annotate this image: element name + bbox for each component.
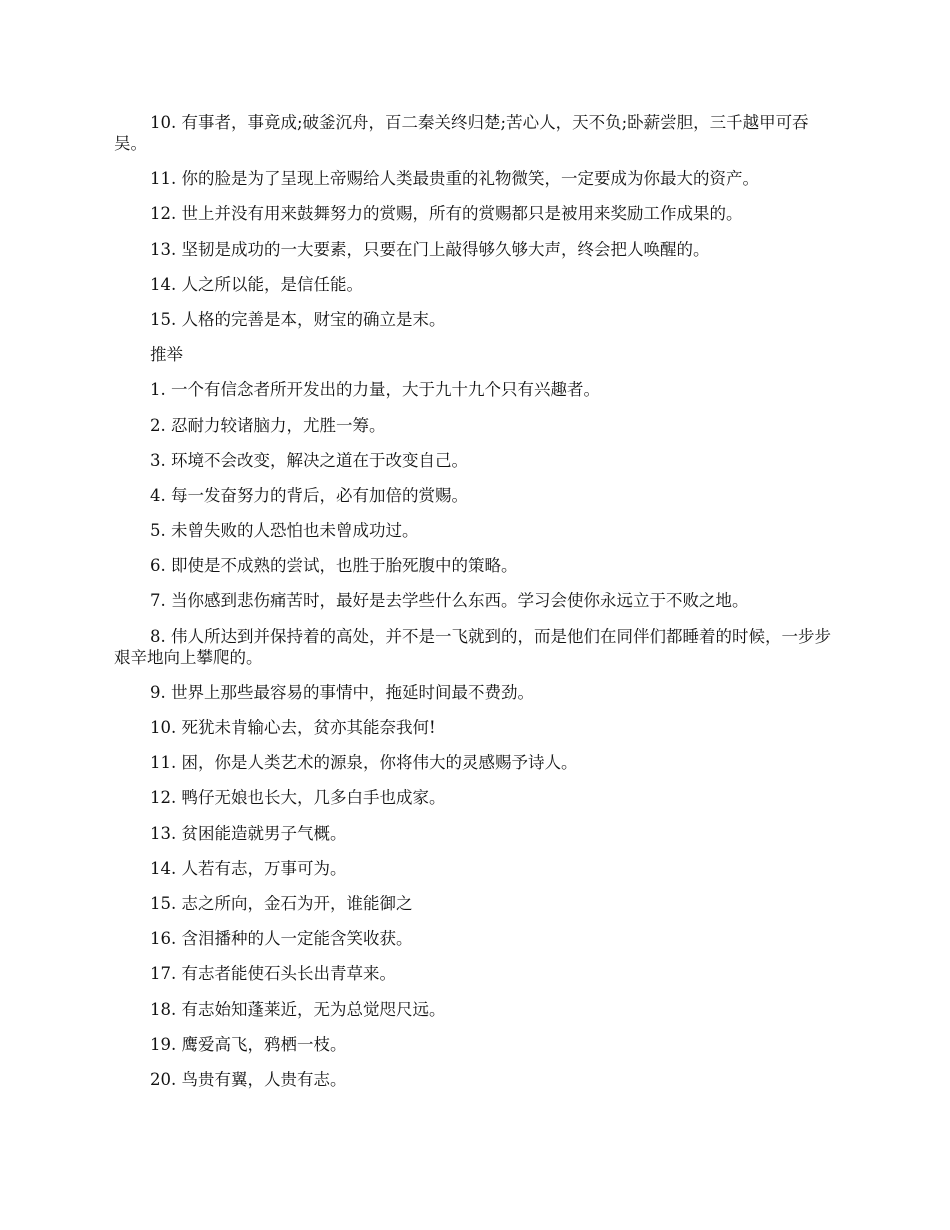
quote-paragraph: 12. 世上并没有用来鼓舞努力的赏赐，所有的赏赐都只是被用来奖励工作成果的。 (150, 204, 743, 224)
quote-paragraph: 13. 贫困能造就男子气概。 (150, 823, 347, 843)
section-heading: 推举 (150, 345, 183, 365)
quote-paragraph: 10. 有事者，事竟成;破釜沉舟，百二秦关终归楚;苦心人，天不负;卧薪尝胆，三千越甲可吞吴。 (114, 113, 809, 153)
quote-paragraph: 17. 有志者能使石头长出青草来。 (150, 964, 396, 984)
quote-paragraph: 16. 含泪播种的人一定能含笑收获。 (150, 929, 413, 949)
quote-paragraph: 1. 一个有信念者所开发出的力量，大于九十九个只有兴趣者。 (150, 380, 600, 400)
quote-paragraph: 18. 有志始知蓬莱近，无为总觉咫尺远。 (150, 999, 446, 1019)
quote-paragraph: 19. 鹰爱高飞，鸦栖一枝。 (150, 1034, 347, 1054)
quote-paragraph: 7. 当你感到悲伤痛苦时，最好是去学些什么东西。学习会使你永远立于不败之地。 (150, 591, 749, 611)
quote-paragraph: 12. 鸭仔无娘也长大，几多白手也成家。 (150, 788, 446, 808)
quote-paragraph: 10. 死犹未肯输心去，贫亦其能奈我何! (150, 718, 436, 737)
quote-paragraph: 6. 即使是不成熟的尝试，也胜于胎死腹中的策略。 (150, 556, 518, 576)
quote-paragraph: 14. 人之所以能，是信任能。 (150, 274, 363, 294)
quote-paragraph: 2. 忍耐力较诸脑力，尤胜一筹。 (150, 415, 386, 435)
quote-paragraph: 9. 世界上那些最容易的事情中，拖延时间最不费劲。 (150, 682, 534, 702)
quote-paragraph: 15. 人格的完善是本，财宝的确立是末。 (150, 309, 446, 329)
document-body (114, 112, 834, 1104)
quote-paragraph: 8. 伟人所达到并保持着的高处，并不是一飞就到的，而是他们在同伴们都睡着的时候，一步步艰辛地向上攀爬的。 (114, 626, 831, 667)
quote-paragraph: 11. 困，你是人类艺术的源泉，你将伟大的灵感赐予诗人。 (150, 753, 578, 773)
quote-paragraph: 15. 志之所向，金石为开，谁能御之 (150, 893, 413, 913)
quote-paragraph: 14. 人若有志，万事可为。 (150, 858, 347, 878)
quote-paragraph: 5. 未曾失败的人恐怕也未曾成功过。 (150, 521, 419, 541)
quote-paragraph: 20. 鸟贵有翼，人贵有志。 (150, 1069, 347, 1089)
quote-paragraph: 4. 每一发奋努力的背后，必有加倍的赏赐。 (150, 485, 468, 505)
quote-paragraph: 11. 你的脸是为了呈现上帝赐给人类最贵重的礼物微笑，一定要成为你最大的资产。 (150, 169, 759, 189)
quote-paragraph: 3. 环境不会改变，解决之道在于改变自己。 (150, 450, 468, 470)
quote-paragraph: 13. 坚韧是成功的一大要素，只要在门上敲得够久够大声，终会把人唤醒的。 (150, 239, 710, 259)
